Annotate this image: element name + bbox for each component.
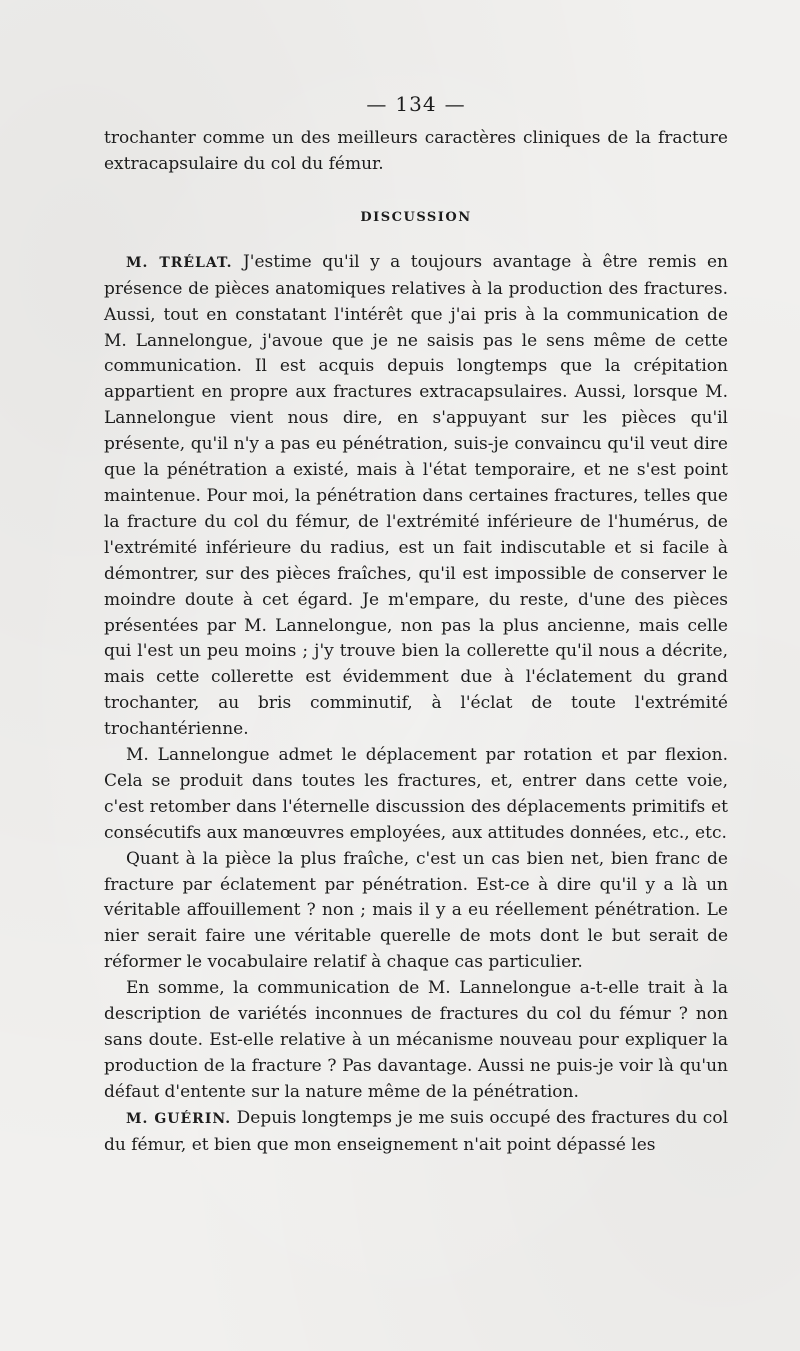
speaker-name: M. TRÉLAT. bbox=[126, 254, 233, 271]
paragraph: Quant à la pièce la plus fraîche, c'est un cas bien net, bien franc de fracture par éclatement par pénétration. Est-ce à dire qu'il y a là un véritable affouillement ? non ; mais il y a eu réellement pénétration. Le nier serait faire une véritable querelle de mots dont le but serait de réformer le vocabulaire relatif à chaque cas particulier. bbox=[104, 848, 728, 973]
page-number-dash-right: — bbox=[444, 92, 466, 116]
speech-text: J'estime qu'il y a toujours avantage à être remis en présence de pièces anatomiques relatives à la production des fractures. Aussi, tout en constatant l'intérêt que j'ai pris à la communication de M. Lannelongue, j'avoue que je ne saisis pas le sens même de cette communication. Il est acquis depuis longtemps que la crépitation appartient en propre aux fractures extracapsulaires. Aussi, lorsque M. Lannelongue vient nous dire, en s'appuyant sur les pièces qu'il présente, qu'il n'y a pas eu pénétration, suis-je convaincu qu'il veut dire que la pénétration a existé, mais à l'état temporaire, et ne s'est point maintenue. Pour moi, la pénétration dans certaines fractures, telles que la fracture du col du fémur, de l'extrémité inférieure de l'humérus, de l'extrémité inférieure du radius, est un fait indiscutable et si facile à démontrer, sur des pièces fraîches, qu'il est impossible de conserver le moindre doute à cet égard. Je m'empare, du reste, d'une des pièces présentées par M. Lannelongue, non pas la plus ancienne, mais celle qui l'est un peu moins ; j'y trouve bien la collerette qu'il nous a décrite, mais cette collerette est évidemment due à l'éclatement du grand trochanter, au bris comminutif, à l'éclat de toute l'extrémité trochantérienne. bbox=[104, 251, 728, 740]
page-number bbox=[104, 86, 728, 122]
page-number-dash-left: — bbox=[366, 92, 388, 116]
speech-trelat bbox=[104, 250, 728, 743]
page-number-value: 134 bbox=[395, 92, 437, 116]
speaker-name: M. GUÉRIN. bbox=[126, 1110, 232, 1127]
section-heading: DISCUSSION bbox=[360, 209, 472, 225]
speech-text: Depuis longtemps je me suis occupé des fractures du col du fémur, et bien que mon enseignement n'ait point dépassé les bbox=[104, 1107, 729, 1155]
paragraph: En somme, la communication de M. Lannelongue a-t-elle trait à la description de variétés inconnues de fractures du col du fémur ? non sans doute. Est-elle relative à un mécanisme nouveau pour expliquer la production de la fracture ? Pas davantage. Aussi ne puis-je voir là qu'un défaut d'entente sur la nature même de la pénétration. bbox=[104, 978, 728, 1102]
continued-paragraph: trochanter comme un des meilleurs caractères cliniques de la fracture extracapsulaire du col du fémur. bbox=[104, 128, 728, 174]
paragraph: M. Lannelongue admet le déplacement par rotation et par flexion. Cela se produit dans toutes les fractures, et, entrer dans cette voie, c'est retomber dans l'éternelle discussion des déplacements primitifs et consécutifs aux manœuvres employées, aux attitudes données, etc., etc. bbox=[104, 745, 728, 843]
page-text bbox=[104, 86, 728, 1159]
speech-guerin bbox=[104, 1106, 728, 1159]
